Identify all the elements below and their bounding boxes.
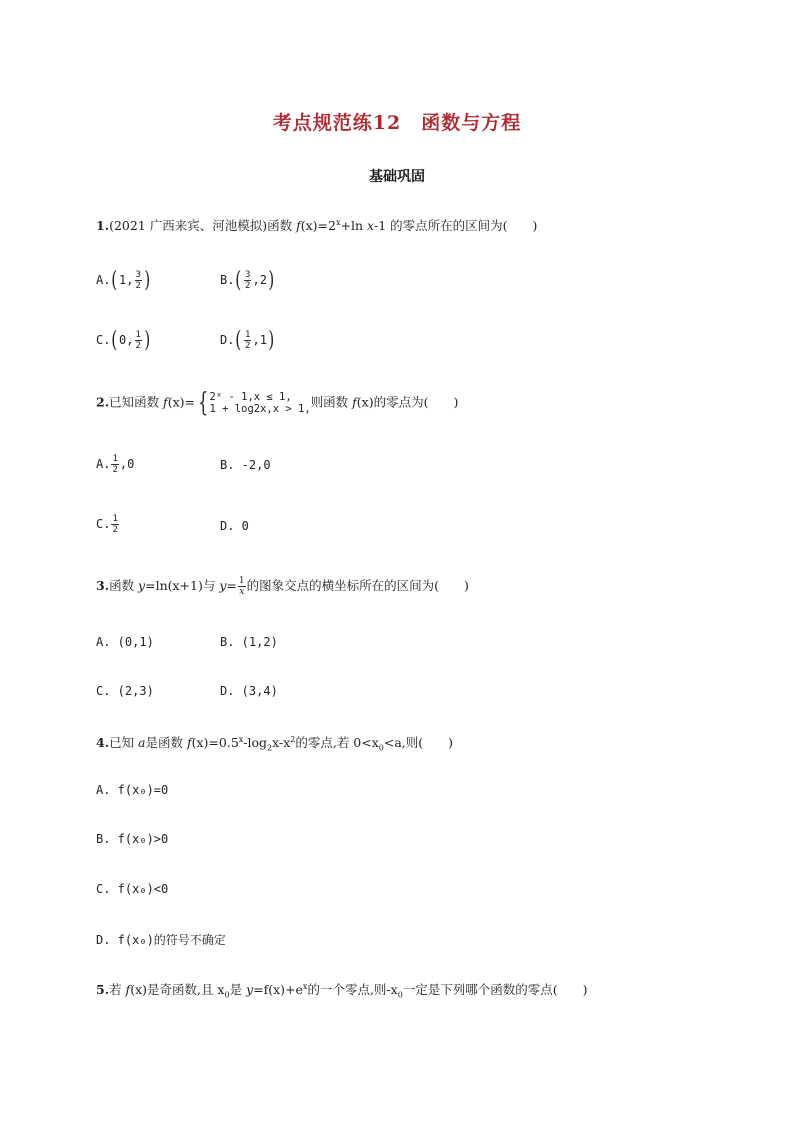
subscript: 0 [378, 743, 384, 753]
variable: y [246, 982, 254, 997]
stem-text: (x)=0.5 [191, 735, 239, 750]
stem-text: 则函数 [310, 394, 353, 410]
option-label: D. [220, 333, 235, 347]
question-1-stem [96, 216, 537, 234]
subscript: 0 [397, 990, 403, 1000]
exponent: x [238, 734, 244, 744]
stem-text: <a,则( ) [383, 735, 454, 750]
question-4-option-d[interactable]: D. f(x₀)的符号不确定 [96, 933, 226, 947]
brace: { [198, 388, 209, 418]
question-4-stem [96, 733, 453, 753]
function-symbol: f [352, 394, 357, 410]
function-symbol: f [296, 218, 301, 233]
stem-text: 已知 [109, 735, 139, 750]
stem-text: =f(x)+e [253, 982, 303, 997]
exponent: x [302, 981, 308, 991]
option-label: C. [96, 517, 111, 531]
question-3-option-b[interactable]: B. (1,2) [220, 635, 278, 649]
section-heading: 基础巩固 [369, 169, 425, 185]
fraction: $\frac{3}{2}$ [135, 270, 141, 291]
question-3-stem [96, 576, 469, 597]
option-label: B. [220, 273, 235, 287]
question-2-option-b[interactable]: B. -2,0 [220, 458, 271, 472]
question-2-option-a[interactable] [96, 454, 134, 475]
stem-text: 的图象交点的横坐标所在的区间为( ) [246, 578, 469, 593]
variable: a [138, 735, 146, 750]
stem-text: 的一个零点,则-x [307, 982, 398, 997]
subscript: 2 [267, 743, 273, 753]
option-label: A. [96, 457, 111, 471]
question-1-option-a[interactable]: A.(1, $\frac{3}{2}$ ) [96, 268, 151, 293]
option-label: C. [96, 333, 111, 347]
stem-text: -log [243, 735, 268, 750]
stem-text: 一定是下列哪个函数的零点( ) [402, 982, 588, 997]
option-text: ,2 [252, 273, 267, 287]
function-symbol: f [163, 394, 168, 410]
stem-text: =ln(x+1)与 [145, 578, 220, 593]
stem-text: -1 的零点所在的区间为( ) [374, 218, 538, 233]
exponent: 2 [290, 734, 296, 744]
question-5-stem [96, 980, 588, 1000]
option-label: A. [96, 273, 111, 287]
stem-text: x-x [272, 735, 291, 750]
question-number: 4. [96, 735, 110, 750]
fraction: $\frac{1}{2}$ [135, 330, 141, 351]
variable: y [138, 578, 146, 593]
piecewise-definition: 2ˣ - 1,x ≤ 1, 1 + log2x,x > 1, [209, 391, 311, 415]
function-symbol: f [186, 735, 192, 750]
question-3-option-a[interactable]: A. (0,1) [96, 635, 154, 649]
fraction: $\frac{1}{2}$ [112, 514, 118, 535]
stem-text: 是函数 [145, 735, 187, 750]
question-number: 5. [96, 982, 110, 997]
stem-text: (x)的零点为( ) [356, 394, 459, 410]
stem-text: 已知函数 [109, 394, 164, 410]
fraction: $\frac{3}{2}$ [245, 270, 251, 291]
question-3-option-d[interactable]: D. (3,4) [220, 684, 278, 698]
question-3-option-c[interactable]: C. (2,3) [96, 684, 154, 698]
stem-text: 的零点,若 0<x [295, 735, 379, 750]
question-2-option-d[interactable]: D. 0 [220, 519, 249, 533]
question-number: 1. [96, 218, 110, 233]
question-1-option-b[interactable]: B.( $\frac{3}{2}$ ,2) [220, 268, 275, 293]
function-symbol: f [125, 982, 131, 997]
stem-text: (x)= [167, 394, 195, 410]
page-title: 考点规范练12 函数与方程 [272, 112, 522, 134]
question-number: 3. [96, 578, 110, 593]
fraction: $\frac{1}{2}$ [245, 330, 251, 351]
fraction: $\frac{1}{2}$ [112, 454, 118, 475]
question-1-option-d[interactable]: D.( $\frac{1}{2}$ ,1) [220, 328, 275, 353]
option-text: ,0 [119, 457, 135, 471]
stem-text: (x)是奇函数,且 x [130, 982, 225, 997]
option-text: ,1 [252, 333, 267, 347]
question-4-option-c[interactable]: C. f(x₀)<0 [96, 882, 169, 896]
question-2-option-c[interactable] [96, 514, 120, 535]
variable: y [219, 578, 227, 593]
variable: x [366, 218, 375, 233]
question-number: 2. [96, 394, 110, 410]
question-4-option-a[interactable]: A. f(x₀)=0 [96, 783, 169, 797]
stem-text: 是 [229, 982, 247, 997]
question-4-option-b[interactable]: B. f(x₀)>0 [96, 832, 169, 846]
stem-text: +ln [340, 218, 367, 233]
stem-text: 函数 [109, 578, 139, 593]
subscript: 0 [224, 990, 230, 1000]
question-2-stem [96, 388, 458, 418]
exponent: x [335, 217, 341, 227]
stem-text: (2021 广西来宾、河池模拟)函数 [109, 218, 297, 233]
fraction: $\frac{1}{x}$ [238, 576, 245, 597]
stem-text: = [226, 578, 237, 593]
option-text: 0, [119, 333, 134, 347]
stem-text: (x)=2 [300, 218, 336, 233]
question-1-option-c[interactable]: C.(0, $\frac{1}{2}$ ) [96, 328, 151, 353]
stem-text: 若 [109, 982, 126, 997]
option-text: 1, [119, 273, 134, 287]
